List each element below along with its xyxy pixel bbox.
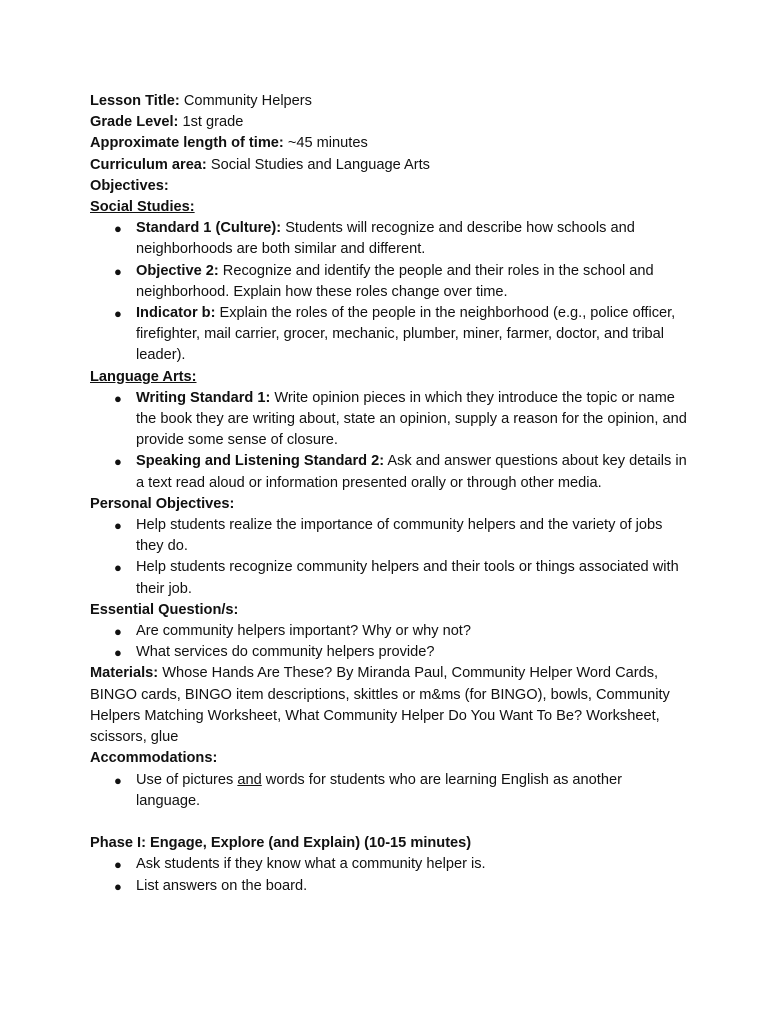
item-label: Speaking and Listening Standard 2: [136, 453, 385, 470]
materials-label: Materials: [90, 665, 159, 682]
list-item [90, 218, 690, 260]
lesson-title-value: Community Helpers [183, 93, 312, 109]
item-label: Writing Standard 1: [136, 389, 271, 406]
essential-questions-list [90, 621, 690, 663]
list-item [90, 261, 690, 303]
item-text-underlined: and [237, 771, 262, 788]
item-text-before: Use of pictures [136, 771, 238, 788]
list-item [90, 515, 690, 557]
item-text: Help students realize the importance of community helpers and the variety of jobs they do. [136, 517, 663, 555]
bullet-icon: ● [114, 624, 122, 640]
list-item [90, 388, 690, 452]
list-item [90, 621, 690, 642]
item-text: Students will recognize and describe how schools and neighborhoods are both similar and different. [136, 220, 635, 258]
length-value: ~45 minutes [287, 135, 368, 152]
bullet-icon: ● [114, 878, 122, 894]
grade-level-value: 1st grade [182, 114, 244, 131]
grade-level-line [90, 112, 690, 133]
language-arts-list [90, 388, 690, 494]
phase1-list [90, 854, 690, 896]
curriculum-value: Social Studies and Language Arts [210, 156, 430, 173]
materials-paragraph [90, 663, 690, 748]
objectives-heading: Objectives: [90, 177, 169, 194]
social-studies-heading: Social Studies: [90, 199, 195, 216]
bullet-icon: ● [114, 857, 122, 873]
curriculum-label: Curriculum area: [90, 156, 207, 173]
list-item [90, 557, 690, 599]
lesson-plan-page [90, 91, 690, 897]
list-item [90, 303, 690, 367]
materials-text: Whose Hands Are These? By Miranda Paul, Community Helper Word Cards, BINGO cards, BINGO item descriptions, skittles or m&ms (for BINGO), bowls, Community Helpers Matching Worksheet, What Community Helper Do You Want To Be? Worksheet, scissors, glue [90, 665, 670, 746]
item-text: Help students recognize community helpers and their tools or things associated with their job. [136, 559, 679, 597]
curriculum-line [90, 155, 690, 176]
item-label: Objective 2: [136, 262, 219, 279]
list-item [90, 770, 690, 812]
length-line [90, 133, 690, 154]
personal-objectives-list [90, 515, 690, 600]
spacer [90, 812, 690, 833]
accommodations-list [90, 770, 690, 812]
phase1-heading: Phase I: Engage, Explore (and Explain) (10-15 minutes) [90, 835, 472, 852]
list-item [90, 876, 690, 897]
bullet-icon: ● [114, 263, 122, 279]
item-text: Ask and answer questions about key details in a text read aloud or information presented orally or through other media. [136, 453, 687, 491]
item-text-after: words for students who are learning English as another language. [136, 771, 622, 809]
grade-level-label: Grade Level: [90, 114, 179, 131]
item-label: Indicator b: [136, 305, 216, 322]
accommodations-heading: Accommodations: [90, 750, 218, 767]
bullet-icon: ● [114, 560, 122, 576]
item-text: Write opinion pieces in which they introduce the topic or name the book they are writing about, state an opinion, supply a reason for the opinion, and provide some sense of closure. [136, 389, 687, 449]
item-label: Standard 1 (Culture): [136, 220, 282, 237]
bullet-icon: ● [114, 518, 122, 534]
list-item [90, 854, 690, 875]
item-text: Recognize and identify the people and their roles in the school and neighborhood. Explain how these roles change over time. [136, 262, 654, 300]
item-text: Ask students if they know what a community helper is. [136, 856, 486, 873]
item-text: What services do community helpers provide? [136, 644, 435, 661]
essential-questions-heading: Essential Question/s: [90, 601, 239, 618]
social-studies-list [90, 218, 690, 366]
item-text: Are community helpers important? Why or why not? [136, 623, 471, 640]
language-arts-heading: Language Arts: [90, 368, 197, 385]
lesson-title-line [90, 91, 690, 112]
list-item [90, 642, 690, 663]
bullet-icon: ● [114, 306, 122, 322]
item-text: List answers on the board. [136, 877, 308, 894]
item-text: Explain the roles of the people in the neighborhood (e.g., police officer, firefighter, mail carrier, grocer, mechanic, plumber, miner, farmer, doctor, and tribal leader). [136, 305, 676, 364]
bullet-icon: ● [114, 390, 122, 406]
bullet-icon: ● [114, 221, 122, 237]
bullet-icon: ● [114, 772, 122, 788]
bullet-icon: ● [114, 645, 122, 661]
lesson-title-label: Lesson Title: [90, 93, 180, 109]
length-label: Approximate length of time: [90, 135, 284, 152]
list-item [90, 451, 690, 493]
personal-objectives-heading: Personal Objectives: [90, 495, 235, 512]
bullet-icon: ● [114, 454, 122, 470]
